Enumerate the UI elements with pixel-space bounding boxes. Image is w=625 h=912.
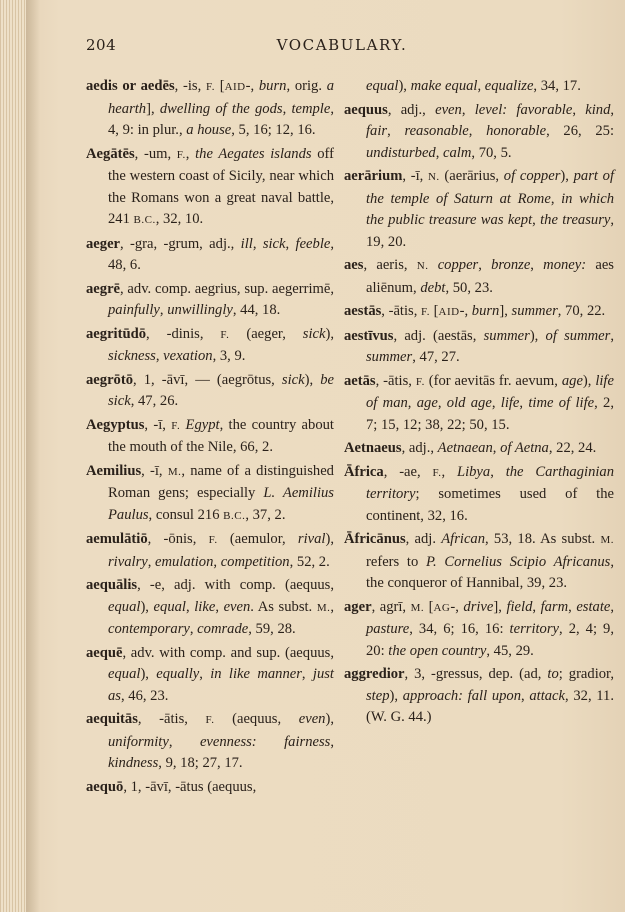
entry-definition: , -dinis, F. (aeger, sick), sickness, vexation, 3, 9. xyxy=(108,325,334,364)
dictionary-entry xyxy=(86,279,334,322)
entry-headword: aemulātiō xyxy=(86,531,148,547)
page-number: 204 xyxy=(86,36,117,54)
dictionary-entry xyxy=(86,575,334,641)
page-header xyxy=(86,36,598,58)
entry-definition: , -ōnis, F. (aemulor, rival), rivalry, emulation, competition, 52, 2. xyxy=(108,531,334,570)
entry-headword: aedis or aedēs xyxy=(86,78,175,94)
entry-headword: aes xyxy=(344,257,364,273)
entry-definition: , -ae, F., Libya, the Carthaginian territory; sometimes used of the continent, 32, 16. xyxy=(366,463,615,524)
entry-headword: Aemilius xyxy=(86,462,142,479)
entry-definition: , agrī, M. [AG-, drive], field, farm, estate, pasture, 34, 6; 16, 16: territory, 2, 4; 9, 20: the open country, 45, 29. xyxy=(366,598,615,659)
entry-headword: aeger xyxy=(86,235,121,252)
entry-definition: , adj., Aetnaean, of Aetna, 22, 24. xyxy=(401,440,597,456)
entry-definition: , -is, F. [AID-, burn, orig. a hearth], dwelling of the gods, temple, 4, 9: in plur., a house, 5, 16; 12, 16. xyxy=(108,78,335,138)
entry-definition: , 1, -āvī, — (aegrōtus, sick), be sick, 47, 26. xyxy=(108,371,334,409)
entry-headword: aegritūdō xyxy=(86,325,146,342)
left-column xyxy=(86,76,334,800)
entry-definition: , -um, F., the Aegates islands off the western coast of Sicily, near which the Romans won a great naval battle, 241 B.C., 32, 10. xyxy=(108,145,335,227)
right-column xyxy=(344,76,614,731)
entry-definition: , -e, adj. with comp. (aequus, equal), equal, like, even. As subst. M., contemporary, comrade, 59, 28. xyxy=(108,577,334,637)
entry-definition: , -ī, M., name of a distinguished Roman gens; especially L. Aemilius Paulus, consul 216 B.C., 37, 2. xyxy=(108,462,334,523)
entry-headword: aestās xyxy=(344,303,382,319)
dictionary-entry xyxy=(86,709,334,775)
entry-definition: equal), make equal, equalize, 34, 17. xyxy=(366,78,581,94)
dictionary-entry xyxy=(344,301,614,324)
entry-headword: Āfrica xyxy=(344,463,384,480)
dictionary-entry xyxy=(344,326,614,369)
dictionary-entry xyxy=(344,664,614,729)
dictionary-entry xyxy=(344,597,614,663)
entry-definition: , aeris, N. copper, bronze, money: aes aliēnum, debt, 50, 23. xyxy=(363,257,614,296)
dictionary-entry xyxy=(344,76,614,98)
entry-headword: aestīvus xyxy=(344,327,394,344)
dictionary-entry xyxy=(86,324,334,368)
entry-headword: Aetnaeus xyxy=(344,440,402,456)
entry-headword: aequē xyxy=(86,644,123,661)
entry-headword: Aegyptus xyxy=(86,416,145,433)
dictionary-entry xyxy=(86,415,334,459)
entry-definition: , -ātis, F. [AID-, burn], summer, 70, 22. xyxy=(381,303,606,319)
entry-definition: , adj., even, level: favorable, kind, fair, reasonable, honorable, 26, 25: undisturbed, calm, 70, 5. xyxy=(366,101,615,161)
running-head: VOCABULARY. xyxy=(276,36,408,54)
entry-headword: aequus xyxy=(344,101,388,118)
entry-definition: , adj. (aestās, summer), of summer, summer, 47, 27. xyxy=(366,327,614,365)
entry-headword: aerārium xyxy=(344,168,403,184)
entry-headword: Aegātēs xyxy=(86,145,135,162)
dictionary-entry xyxy=(86,234,334,277)
dictionary-entry xyxy=(344,166,614,253)
entry-headword: aggredior xyxy=(344,666,405,682)
entry-definition: , 3, -gressus, dep. (ad, to; gradior, step), approach: fall upon, attack, 32, 11. (W. G. 44.) xyxy=(366,666,615,725)
dictionary-entry xyxy=(344,438,614,460)
entry-definition: , adv. comp. aegrius, sup. aegerrimē, painfully, unwillingly, 44, 18. xyxy=(108,280,334,318)
entry-definition: , adv. with comp. and sup. (aequus, equal), equally, in like manner, just as, 46, 23. xyxy=(108,644,334,704)
dictionary-entry xyxy=(344,255,614,299)
gutter-shadow xyxy=(26,0,40,912)
dictionary-entry xyxy=(86,777,334,799)
entry-definition: , -ī, N. (aerārius, of copper), part of the temple of Saturn at Rome, in which the public treasure was kept, the treasury, 19, 20. xyxy=(366,168,615,250)
entry-definition: , -ātis, F. (aequus, even), uniformity, evenness: fairness, kindness, 9, 18; 27, 17. xyxy=(108,711,335,771)
entry-headword: aetās xyxy=(344,372,376,389)
entry-definition: , -gra, -grum, adj., ill, sick, feeble, 48, 6. xyxy=(108,235,335,273)
dictionary-entry xyxy=(86,461,334,528)
dictionary-entry xyxy=(344,529,614,595)
dictionary-entry xyxy=(344,462,614,528)
entry-definition: , 1, -āvī, -ātus (aequus, xyxy=(123,778,257,795)
entry-headword: ager xyxy=(344,598,372,615)
dictionary-entry xyxy=(344,100,614,165)
entry-headword: Āfricānus xyxy=(344,531,406,547)
dictionary-entry xyxy=(86,370,334,413)
entry-headword: aequitās xyxy=(86,711,138,727)
page-edges xyxy=(0,0,26,912)
entry-definition: , -ātis, F. (for aevitās fr. aevum, age), life of man, age, old age, life, time of life, 2, 7; 15, 12; 38, 22; 50, 15. xyxy=(366,372,615,433)
entry-definition: , -ī, F. Egypt, the country about the mouth of the Nile, 66, 2. xyxy=(108,416,334,455)
dictionary-entry xyxy=(344,371,614,437)
entry-headword: aegrē xyxy=(86,280,121,297)
dictionary-entry xyxy=(86,144,334,232)
entry-definition: , adj. African, 53, 18. As subst. M. refers to P. Cornelius Scipio Africanus, the conqueror of Hannibal, 39, 23. xyxy=(366,531,614,591)
dictionary-entry xyxy=(86,529,334,573)
entry-headword: aequō xyxy=(86,778,124,795)
entry-headword: aegrōtō xyxy=(86,371,134,388)
dictionary-entry xyxy=(86,76,334,142)
dictionary-entry xyxy=(86,643,334,708)
entry-headword: aequālis xyxy=(86,577,138,593)
